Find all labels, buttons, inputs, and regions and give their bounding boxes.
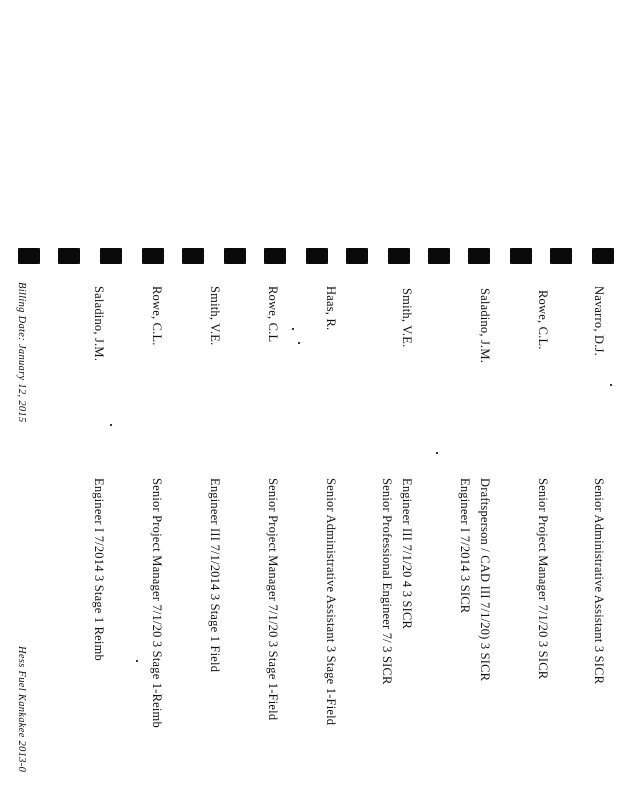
index-marker [264, 248, 286, 264]
employee-title: Engineer I 7/2014 3 Stage 1 Reimb [92, 478, 106, 661]
index-marker [346, 248, 368, 264]
employee-name: Rowe, C.L [266, 286, 280, 343]
employee-name: Saladino, J.M. [478, 288, 492, 364]
index-marker [100, 248, 122, 264]
index-marker [550, 248, 572, 264]
employee-title: Senior Project Manager 7/1/20 3 SICR [536, 478, 550, 680]
project-reference: Hess Fuel Kankakee 2013-0 [16, 646, 27, 773]
employee-name: Smith, V.E. [400, 288, 414, 348]
scan-speck [298, 342, 300, 344]
scan-speck [610, 384, 612, 386]
index-marker [592, 248, 614, 264]
employee-title: Senior Administrative Assistant 3 SICR [592, 478, 606, 685]
index-marker [58, 248, 80, 264]
billing-date: Billing Date: January 12, 2015 [16, 282, 27, 423]
employee-title: Draftsperson / CAD III 7/1/20) 3 SICR [478, 478, 492, 682]
employee-title: Senior Project Manager 7/1/20 3 Stage 1-Reimb [150, 478, 164, 728]
scan-speck [110, 424, 112, 426]
employee-title: Engineer III 7/1/20 4 3 SICR [400, 478, 414, 630]
employee-name: Rowe, C.L. [536, 290, 550, 350]
scan-speck [436, 452, 438, 454]
index-marker [182, 248, 204, 264]
scan-speck [292, 328, 294, 330]
employee-name: Haas, R. [324, 286, 338, 331]
employee-name: Smith, V.E. [208, 286, 222, 346]
index-marker [428, 248, 450, 264]
employee-title: Engineer III 7/1/2014 3 Stage 1 Field [208, 478, 222, 673]
scan-speck [136, 660, 138, 662]
index-marker [18, 248, 40, 264]
index-marker [388, 248, 410, 264]
index-marker [142, 248, 164, 264]
employee-title: Senior Project Manager 7/1/20 3 Stage 1-Field [266, 478, 280, 721]
index-marker [306, 248, 328, 264]
employee-title-secondary: Engineer I 7/2014 3 SICR [458, 478, 472, 614]
employee-name: Saladino, J.M. [92, 286, 106, 362]
employee-title: Senior Administrative Assistant 3 Stage 1-Field [324, 478, 338, 726]
index-marker [224, 248, 246, 264]
index-marker [510, 248, 532, 264]
employee-title-secondary: Senior Professional Engineer 7/ 3 SICR [380, 478, 394, 685]
employee-name: Rowe, C.L. [150, 286, 164, 346]
index-marker [468, 248, 490, 264]
employee-name: Navarro, D.J. [592, 286, 606, 356]
